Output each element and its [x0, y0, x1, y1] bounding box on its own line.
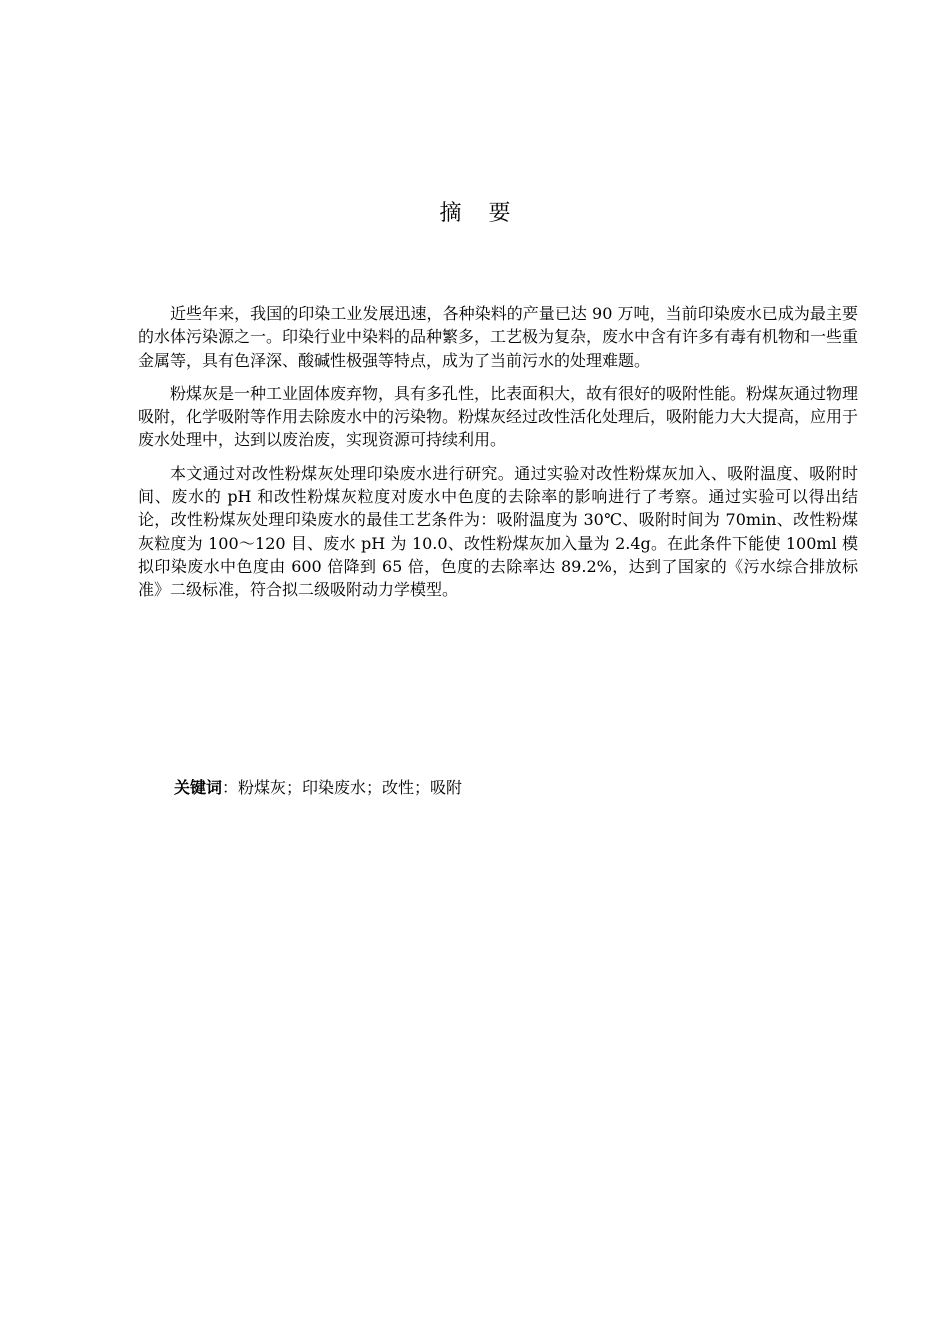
abstract-paragraph-3: 本文通过对改性粉煤灰处理印染废水进行研究。通过实验对改性粉煤灰加入、吸附温度、吸附时间、废水的 pH 和改性粉煤灰粒度对废水中色度的去除率的影响进行了考察。通过实验可以得出结论，改性粉煤灰处理印染废水的最佳工艺条件为：吸附温度为 30℃、吸附时间为 70min、改性粉煤灰粒度为 100～120 目、废水 pH 为 10.0、改性粉煤灰加入量为 2.4g。在此条件下能使 100ml 模拟印染废水中色度由 600 倍降到 65 倍，色度的去除率达 89.2%，达到了国家的《污水综合排放标准》二级标准，符合拟二级吸附动力学模型。 [138, 463, 858, 600]
abstract-title: 摘 要 [439, 201, 521, 226]
keywords-label: 关键词 [174, 778, 223, 797]
abstract-paragraph-2: 粉煤灰是一种工业固体废弃物，具有多孔性，比表面积大，故有很好的吸附性能。粉煤灰通过物理吸附，化学吸附等作用去除废水中的污染物。粉煤灰经过改性活化处理后，吸附能力大大提高，应用于废水处理中，达到以废治废，实现资源可持续利用。 [138, 383, 859, 450]
abstract-paragraph-1: 近些年来，我国的印染工业发展迅速，各种染料的产量已达 90 万吨，当前印染废水已成为最主要的水体污染源之一。印染行业中染料的品种繁多，工艺极为复杂，废水中含有许多有毒有机物和一些重金属等，具有色泽深、酸碱性极强等特点，成为了当前污水的处理难题。 [138, 304, 859, 370]
abstract-body [138, 302, 858, 612]
keywords-separator: ： [222, 778, 239, 797]
keywords-line [174, 776, 858, 799]
keywords-value: 粉煤灰；印染废水；改性；吸附 [238, 778, 463, 797]
